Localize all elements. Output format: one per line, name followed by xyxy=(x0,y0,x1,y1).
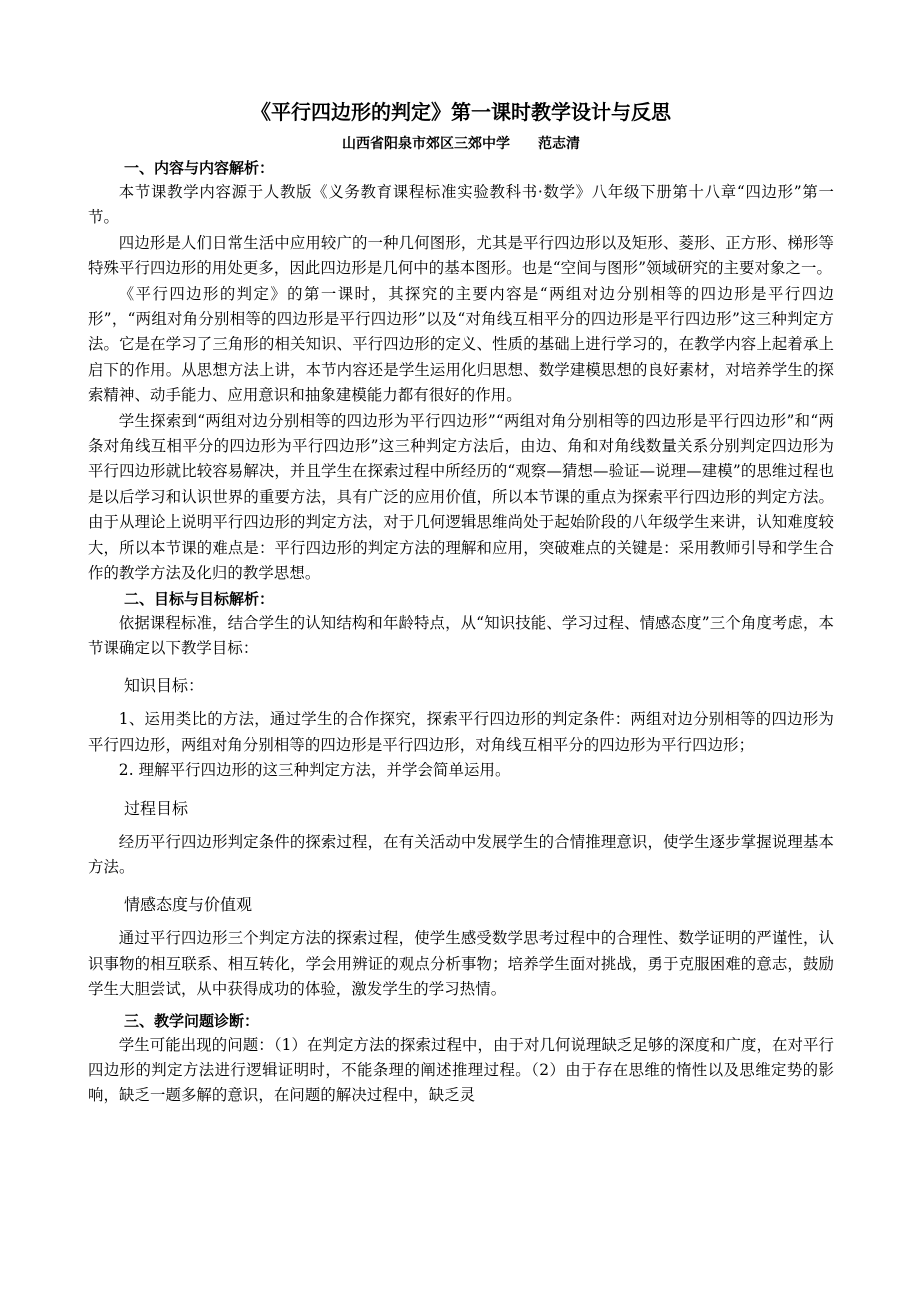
paragraph: 经历平行四边形判定条件的探索过程，在有关活动中发展学生的合情推理意识，使学生逐步掌握说理基本方法。 xyxy=(88,832,834,876)
paragraph: 本节课教学内容源于人教版《义务教育课程标准实验教科书·数学》八年级下册第十八章“四边形”第一节。 xyxy=(88,183,834,227)
paragraph: 依据课程标准，结合学生的认知结构和年龄特点，从“知识技能、学习过程、情感态度”三个角度考虑，本节课确定以下教学目标： xyxy=(88,613,834,657)
section-heading-content: 一、内容与内容解析： xyxy=(124,159,275,177)
author-school: 山西省阳泉市郊区三郊中学 xyxy=(342,136,510,152)
paragraph: 四边形是人们日常生活中应用较广的一种几何图形，尤其是平行四边形以及矩形、菱形、正方形、梯形等特殊平行四边形的用处更多，因此四边形是几何中的基本图形。也是“空间与图形”领域研究的主要对象之一。 xyxy=(88,233,834,278)
author-name: 范志清 xyxy=(538,136,580,152)
paragraph: 2. 理解平行四边形的这三种判定方法，并学会简单运用。 xyxy=(118,761,511,780)
paragraph: 《平行四边形的判定》的第一课时，其探究的主要内容是“两组对边分别相等的四边形是平行四边形”，“两组对角分别相等的四边形是平行四边形”以及“对角线互相平分的四边形是平行四边形”这三种判定方法。它是在学习了三角形的相关知识、平行四边形的定义、性质的基础上进行学习的，在教学内容上起着承上启下的作用。从思想方法上讲，本节内容还是学生运用化归思想、数学建模思想的良好素材，对培养学生的探索精神、动手能力、应用意识和抽象建模能力都有很好的作用。 xyxy=(88,284,834,405)
document-title: 《平行四边形的判定》第一课时教学设计与反思 xyxy=(251,100,671,124)
author-line xyxy=(88,132,834,156)
section-heading-diagnosis: 三、教学问题诊断： xyxy=(124,1011,260,1030)
subheading-emotion-values: 情感态度与价值观 xyxy=(124,895,253,915)
subheading-process-goals: 过程目标 xyxy=(124,798,189,818)
section-heading-goals: 二、目标与目标解析： xyxy=(124,589,275,608)
document-page xyxy=(88,96,834,1109)
paragraph: 学生可能出现的问题：（1）在判定方法的探索过程中，由于对几何说理缺乏足够的深度和广度，在对平行四边形的判定方法进行逻辑证明时，不能条理的阐述推理过程。（2）由于存在思维的惰性以及思维定势的影响，缺乏一题多解的意识，在问题的解决过程中，缺乏灵 xyxy=(88,1035,834,1105)
paragraph: 通过平行四边形三个判定方法的探索过程，使学生感受数学思考过程中的合理性、数学证明的严谨性，认识事物的相互联系、相互转化，学会用辨证的观点分析事物；培养学生面对挑战，勇于克服困难的意志，鼓励学生大胆尝试，从中获得成功的体验，激发学生的学习热情。 xyxy=(88,929,834,999)
subheading-knowledge-goals: 知识目标： xyxy=(124,676,205,696)
paragraph: 学生探索到“两组对边分别相等的四边形为平行四边形”“两组对角分别相等的四边形是平行四边形”和“两条对角线互相平分的四边形为平行四边形”这三种判定方法后，由边、角和对角线数量关系分别判定四边形为平行四边形就比较容易解决，并且学生在探索过程中所经历的“观察—猜想—验证—说理—建模”的思维过程也是以后学习和认识世界的重要方法，具有广泛的应用价值，所以本节课的重点为探索平行四边形的判定方法。由于从理论上说明平行四边形的判定方法，对于几何逻辑思维尚处于起始阶段的八年级学生来讲，认知难度较大，所以本节课的难点是：平行四边形的判定方法的理解和应用，突破难点的关键是：采用教师引导和学生合作的教学方法及化归的教学思想。 xyxy=(88,411,834,583)
paragraph: 1、运用类比的方法，通过学生的合作探究，探索平行四边形的判定条件：两组对边分别相等的四边形为平行四边形，两组对角分别相等的四边形是平行四边形，对角线互相平分的四边形为平行四边形； xyxy=(88,710,834,754)
